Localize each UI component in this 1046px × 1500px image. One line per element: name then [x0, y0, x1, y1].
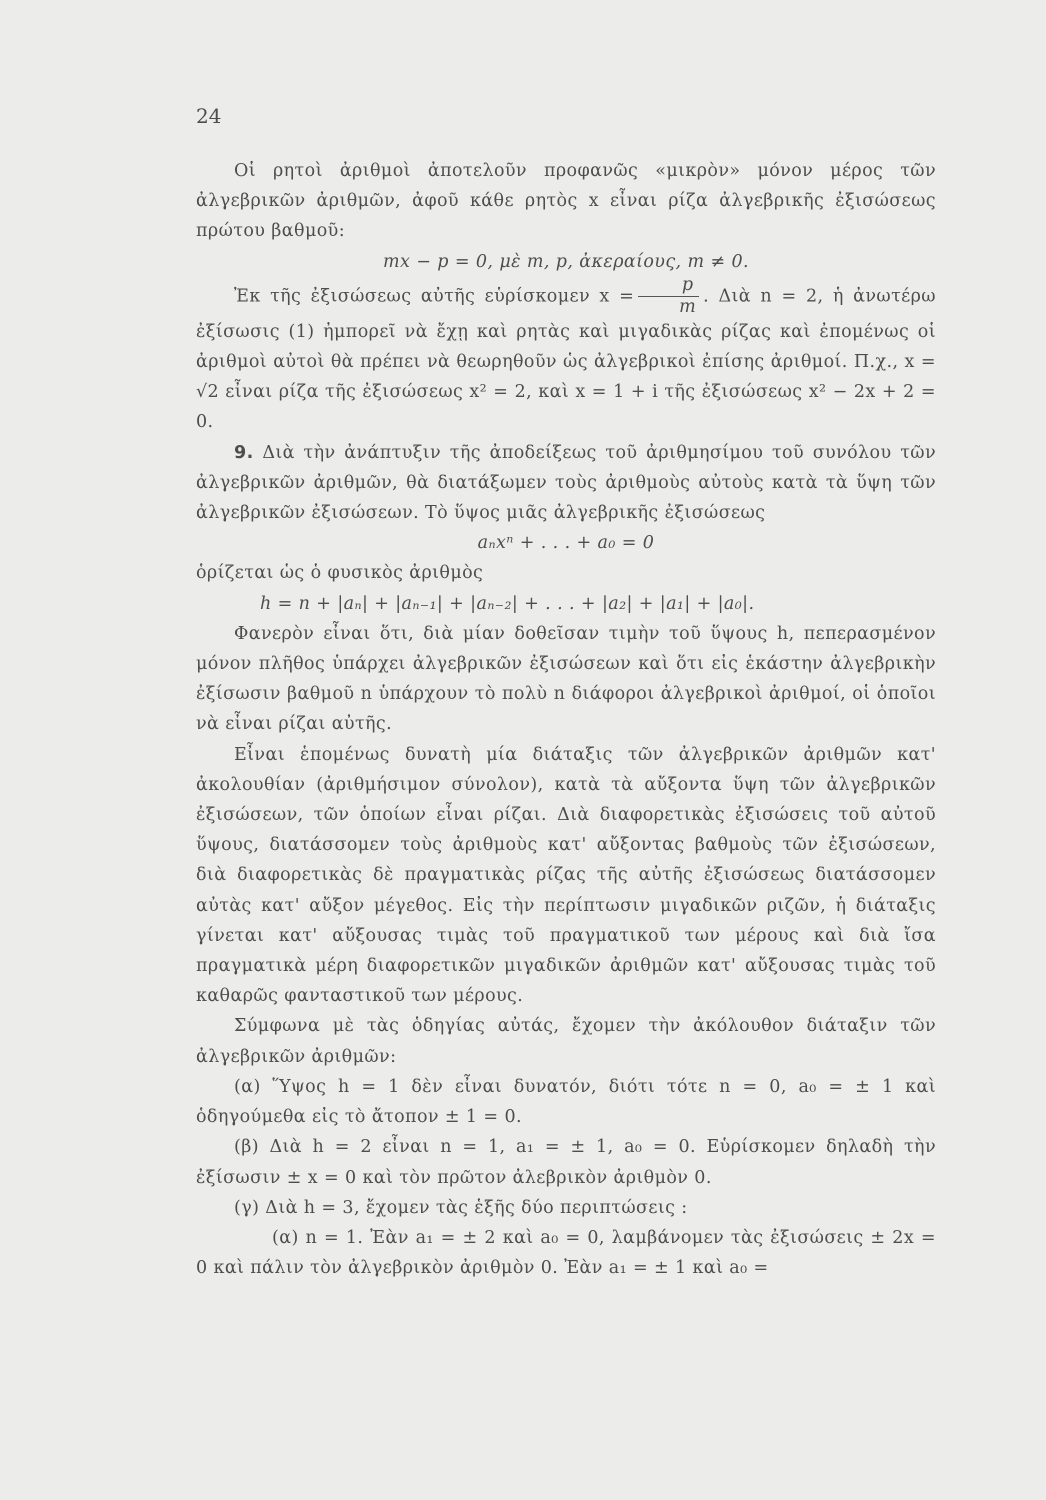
section-9-text: Διὰ τὴν ἀνάπτυξιν τῆς ἀποδείξεως τοῦ ἀριθμησίμου τοῦ συνόλου τῶν ἀλγεβρικῶν ἀριθμῶν, θὰ διατάξωμεν τοὺς ἀριθμοὺς αὐτοὺς κατὰ τὰ ὕψη τῶν ἀλγεβρικῶν ἐξισώσεων. Τὸ ὕψος μιᾶς ἀλγεβρικῆς ἐξισώσεως	[196, 442, 937, 524]
paragraph-rational-numbers: Οἱ ρητοὶ ἀριθμοὶ ἀποτελοῦν προφανῶς «μικρὸν» μόνον μέρος τῶν ἀλγεβρικῶν ἀριθμῶν, ἀφοῦ κάθε ρητὸς x εἶναι ρίζα ἀλγεβρικῆς ἐξισώσεως πρώτου βαθμοῦ:	[196, 161, 936, 242]
case-beta: (β) Διὰ h = 2 εἶναι n = 1, a₁ = ± 1, a₀ = 0. Εὑρίσκομεν δηλαδὴ τὴν ἐξίσωσιν ± x = 0 καὶ τὸν πρῶτον ἀλεβρικὸν ἀριθμὸν 0.	[196, 1137, 936, 1188]
paragraph-height-definition: ὁρίζεται ὡς ὁ φυσικὸς ἀριθμὸς	[196, 563, 484, 584]
equation-linear: mx − p = 0, μὲ m, p, ἀκεραίους, m ≠ 0.	[383, 251, 749, 272]
equation-polynomial: aₙxⁿ + . . . + a₀ = 0	[477, 533, 655, 554]
case-alpha: (α) Ὕψος h = 1 δὲν εἶναι δυνατόν, διότι τότε n = 0, a₀ = ± 1 καὶ ὁδηγούμεθα εἰς τὸ ἄτοπον ± 1 = 0.	[196, 1076, 936, 1128]
paragraph-guidelines: Σύμφωνα μὲ τὰς ὁδηγίας αὐτάς, ἔχομεν τὴν ἀκόλουθον διάταξιν τῶν ἀλγεβρικῶν ἀριθμῶν:	[196, 1016, 936, 1067]
paragraph-quadratic	[196, 274, 936, 438]
paragraph-section-9	[196, 438, 936, 529]
fraction-numerator: p	[638, 277, 699, 298]
text-quadratic-case: . Διὰ n = 2, ἡ ἀνωτέρω ἐξίσωσις (1) ἠμπορεῖ νὰ ἔχῃ καὶ ρητὰς καὶ μιγαδικὰς ρίζας καὶ ἐπομένως οἱ ἀριθμοὶ αὐτοὶ θὰ πρέπει νὰ θεωρηθοῦν ὡς ἀλγεβρικοὶ ἐπίσης ἀριθμοί. Π.χ., x = √2 εἶναι ρίζα τῆς ἐξισώσεως x² = 2, καὶ x = 1 + i τῆς ἐξισώσεως x² − 2x + 2 = 0.	[196, 286, 936, 433]
subcase-alpha: (α) n = 1. Ἐὰν a₁ = ± 2 καὶ a₀ = 0, λαμβάνομεν τὰς ἐξισώσεις ± 2x = 0 καὶ πάλιν τὸν ἀλγεβρικὸν ἀριθμὸν 0. Ἐὰν a₁ = ± 1 καὶ a₀ =	[196, 1227, 936, 1279]
text-body	[196, 156, 936, 1283]
page-number: 24	[196, 104, 222, 128]
fraction-denominator: m	[679, 297, 697, 318]
section-number: 9.	[234, 442, 254, 463]
paragraph-ordering: Εἶναι ἑπομένως δυνατὴ μία διάταξις τῶν ἀλγεβρικῶν ἀριθμῶν κατ' ἀκολουθίαν (ἀριθμήσιμον σύνολον), κατὰ τὰ αὔξοντα ὕψη τῶν ἀλγεβρικῶν ἐξισώσεων, τῶν ὁποίων εἶναι ρίζαι. Διὰ διαφορετικὰς ἐξισώσεις τοῦ αὐτοῦ ὕψους, διατάσσομεν τοὺς ἀριθμοὺς κατ' αὔξοντας βαθμοὺς τῶν ἐξισώσεων, διὰ διαφορετικὰς δὲ πραγματικὰς ρίζας τῆς αὐτῆς ἐξισώσεως διατάσσομεν αὐτὰς κατ' αὔξον μέγεθος. Εἰς τὴν περίπτωσιν μιγαδικῶν ριζῶν, ἡ διάταξις γίνεται κατ' αὔξουσας τιμὰς τοῦ πραγματικοῦ των μέρους καὶ διὰ ἴσα πραγματικὰ μέρη διαφορετικῶν μιγαδικῶν ἀριθμῶν κατ' αὔξουσας τιμὰς τοῦ καθαρῶς φανταστικοῦ των μέρους.	[196, 744, 936, 1007]
equation-height: h = n + |aₙ| + |aₙ₋₁| + |aₙ₋₂| + . . . + |a₂| + |a₁| + |a₀|.	[260, 593, 755, 614]
paragraph-finite-count: Φανερὸν εἶναι ὅτι, διὰ μίαν δοθεῖσαν τιμὴν τοῦ ὕψους h, πεπερασμένον μόνον πλῆθος ὑπάρχει ἀλγεβρικῶν ἐξισώσεων καὶ ὅτι εἰς ἑκάστην ἀλγεβρικὴν ἐξίσωσιν βαθμοῦ n ὑπάρχουν τὸ πολὺ n διάφοροι ἀλγεβρικοὶ ἀριθμοί, οἱ ὁποῖοι νὰ εἶναι ρίζαι αὐτῆς.	[196, 623, 936, 735]
case-gamma: (γ) Διὰ h = 3, ἔχομεν τὰς ἑξῆς δύο περιπτώσεις :	[234, 1197, 688, 1218]
fraction-p-over-m	[638, 274, 699, 318]
text-from-equation: Ἐκ τῆς ἐξισώσεως αὐτῆς εὑρίσκομεν x =	[234, 286, 635, 307]
